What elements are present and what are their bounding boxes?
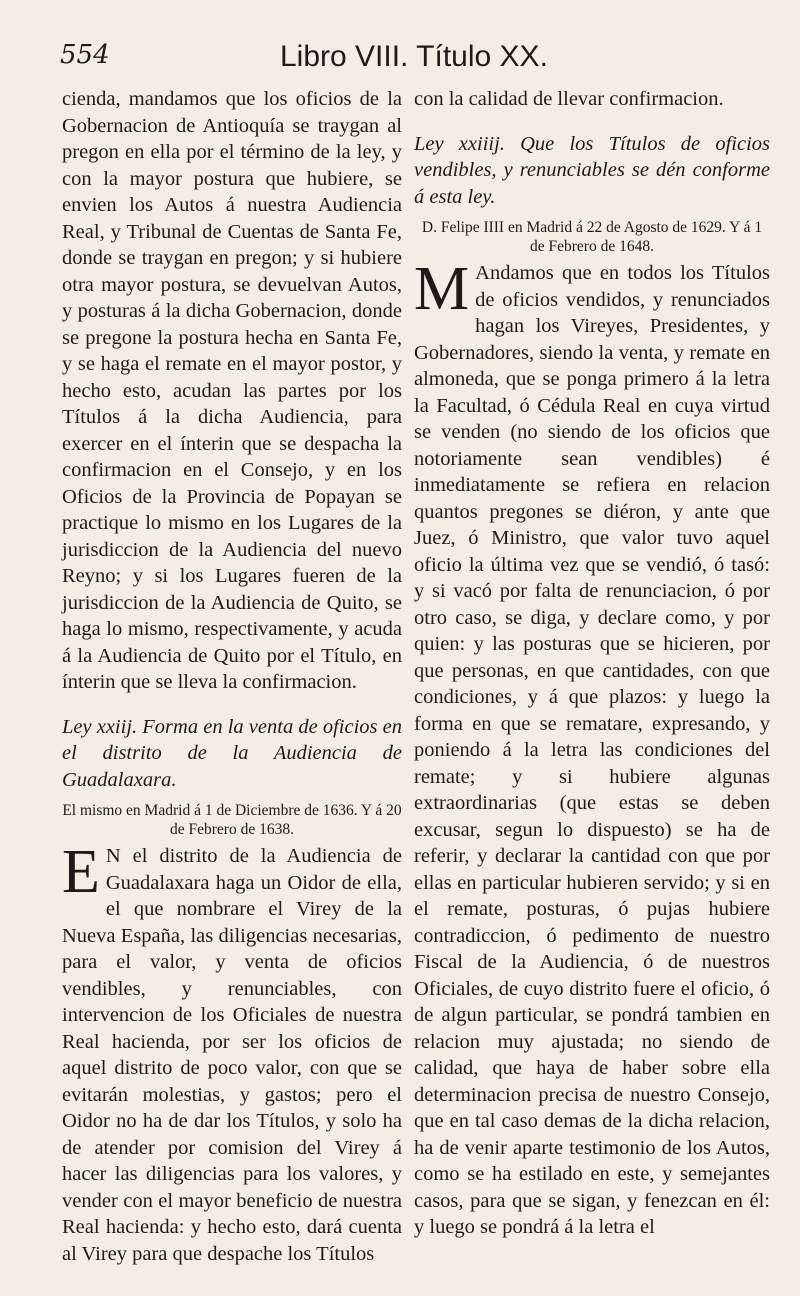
page-header xyxy=(60,40,780,80)
law-title: Ley xxiiij. Que los Títulos de oficios vendibles, y renunciables se dén conforme á esta ley. xyxy=(414,132,770,208)
law-date: D. Felipe IIII en Madrid á 22 de Agosto de 1629. Y á 1 de Febrero de 1648. xyxy=(421,219,763,255)
page-number: 554 xyxy=(60,40,110,70)
right-column xyxy=(414,86,770,1241)
law-body-text: Andamos que en todos los Títulos de oficios vendidos, y renunciados hagan los Vireyes, Presidentes, y Gobernadores, siendo la venta, y remate en almoneda, que se ponga primero á la letra la Facultad, ó Cédula Real en cuya virtud se venden (no siendo de los oficios que notoriamente sean vendibles) é inmediatamente se refiera en relacion quantos pregones se diéron, y ante que Juez, ó Ministro, que valor tuvo aquel oficio la última vez que se vendió, ó tasó: y si vacó por falta de renunciacion, ó por otro caso, se diga, y declare como, y por quien: y las posturas que se hicieren, por que personas, en que cantidades, con que condiciones, y á que plazos: y luego la forma en que se rematare, expresando, y poniendo á la letra las condiciones del remate; y si hubiere algunas extraordinarias (que estas se deben excusar, segun lo dispuesto) se ha de referir, y declarar la cantidad con que por ellas en particular hubieren servido; y si en el remate, posturas, ó pujas hubiere contradiccion, ó pedimento de nuestro Fiscal de la Audiencia, ó de nuestros Oficiales, de cuyo distrito fuere el oficio, ó de algun particular, se pondrá tambien en relacion muy ajustada; no siendo de calidad, que haya de haber sobre ella determinacion precisa de nuestro Consejo, que en tal caso demas de la dicha relacion, ha de venir aparte testimonio de los Autos, como se ha estilado en este, y semejantes casos, para que se sigan, y fenezcan en él: y luego se pondrá á la letra el xyxy=(414,262,770,1238)
law-title: Ley xxiij. Forma en la venta de oficios en el distrito de la Audiencia de Guadalaxara. xyxy=(62,715,402,791)
law-date: El mismo en Madrid á 1 de Diciembre de 1636. Y á 20 de Febrero de 1638. xyxy=(62,802,402,838)
law-body xyxy=(414,255,770,1241)
drop-cap: E xyxy=(62,838,100,906)
left-column xyxy=(62,86,402,1267)
drop-cap: M xyxy=(414,255,470,323)
law-body xyxy=(62,838,402,1267)
continuation-text: cienda, mandamos que los oficios de la Gobernacion de Antioquía se traygan al pregon en ella por el término de la ley, y con la mayor postura que hubiere, se envien los Autos á nuestra Audiencia Real, y Tribunal de Cuentas de Santa Fe, donde se traygan en pregon; y si hubiere otra mayor postura, se devuelvan Autos, y posturas á la dicha Gobernacion, donde se pregone la postura hecha en Santa Fe, y se haga el remate en el mayor postor, y hecho esto, acudan las partes por los Títulos á la dicha Audiencia, para exercer en el ínterin que se despacha la confirmacion en el Consejo, y en los Oficios de la Provincia de Popayan se practique lo mismo en los Lugares de la jurisdiccion de la Audiencia del nuevo Reyno; y si los Lugares fueren de la jurisdiccion de la Audiencia de Quito, se haga lo mismo, respectivamente, y acuda á la Audiencia de Quito por el Título, en ínterin que se lleva la confirmacion. xyxy=(62,88,402,693)
continuation-text: con la calidad de llevar confirmacion. xyxy=(414,88,724,110)
running-head: Libro VIII. Título XX. xyxy=(280,40,548,73)
law-body-text: N el distrito de la Audiencia de Guadalaxara haga un Oidor de ella, el que nombrare el Virey de la Nueva España, las diligencias necesarias, para el valor, y venta de oficios vendibles, y renunciables, con intervencion de los Oficiales de nuestra Real hacienda, por ser los oficios de aquel distrito de poco valor, con que se evitarán molestias, y gastos; pero el Oidor no ha de dar los Títulos, y solo ha de atender por comision del Virey á hacer las diligencias para los valores, y vender con el mayor beneficio de nuestra Real hacienda: y hecho esto, dará cuenta al Virey para que despache los Títulos xyxy=(62,845,402,1265)
